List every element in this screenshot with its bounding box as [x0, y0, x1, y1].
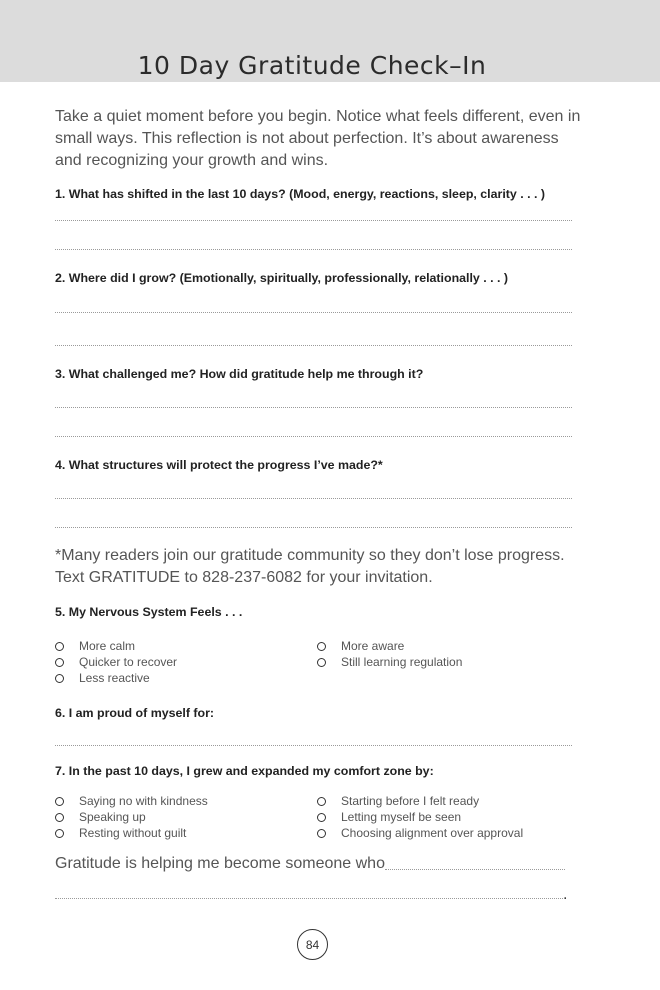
- answer-line-3a[interactable]: [55, 407, 572, 408]
- checkbox-circle-icon[interactable]: [55, 813, 64, 822]
- question-4: 4. What structures will protect the progress I’ve made?*: [55, 458, 383, 472]
- option-more-aware[interactable]: More aware: [317, 638, 404, 654]
- answer-line-3b[interactable]: [55, 436, 572, 437]
- checkbox-circle-icon[interactable]: [317, 658, 326, 667]
- answer-line-4b[interactable]: [55, 527, 572, 528]
- closing-period: .: [563, 886, 568, 903]
- answer-line-2a[interactable]: [55, 312, 572, 313]
- option-choosing-alignment[interactable]: Choosing alignment over approval: [317, 825, 523, 841]
- question-2: 2. Where did I grow? (Emotionally, spiritually, professionally, relationally . . . ): [55, 271, 509, 285]
- page-number: [297, 929, 328, 960]
- checkbox-circle-icon[interactable]: [55, 829, 64, 838]
- closing-prompt: Gratitude is helping me become someone who: [55, 855, 385, 872]
- community-note: *Many readers join our gratitude community so they don’t lose progress. Text GRATITUDE to 828-237-6082 for your invitation.: [55, 547, 565, 586]
- question-7: 7. In the past 10 days, I grew and expanded my comfort zone by:: [55, 764, 434, 778]
- answer-line-6[interactable]: [55, 745, 572, 746]
- intro-paragraph: Take a quiet moment before you begin. Notice what feels different, even in small ways. This reflection is not about perfection. It’s about awareness and recognizing your growth and wins.: [55, 108, 581, 169]
- closing-answer-line-a[interactable]: [385, 869, 565, 870]
- checkbox-circle-icon[interactable]: [55, 658, 64, 667]
- question-1: 1. What has shifted in the last 10 days? (Mood, energy, reactions, sleep, clarity . . . ): [55, 187, 546, 201]
- checkbox-circle-icon[interactable]: [317, 813, 326, 822]
- option-speaking-up[interactable]: Speaking up: [55, 809, 146, 825]
- checkbox-circle-icon[interactable]: [317, 642, 326, 651]
- question-6: 6. I am proud of myself for:: [55, 706, 215, 720]
- option-saying-no[interactable]: Saying no with kindness: [55, 793, 208, 809]
- answer-line-2b[interactable]: [55, 345, 572, 346]
- question-5: 5. My Nervous System Feels . . .: [55, 605, 243, 619]
- option-starting-before-ready[interactable]: Starting before I felt ready: [317, 793, 479, 809]
- page-number-text: 84: [305, 937, 320, 952]
- option-less-reactive[interactable]: Less reactive: [55, 670, 150, 686]
- answer-line-4a[interactable]: [55, 498, 572, 499]
- checkbox-circle-icon[interactable]: [55, 674, 64, 683]
- option-letting-myself-be-seen[interactable]: Letting myself be seen: [317, 809, 461, 825]
- option-resting[interactable]: Resting without guilt: [55, 825, 186, 841]
- checkbox-circle-icon[interactable]: [317, 797, 326, 806]
- option-still-learning[interactable]: Still learning regulation: [317, 654, 462, 670]
- question-3: 3. What challenged me? How did gratitude help me through it?: [55, 367, 424, 381]
- option-more-calm[interactable]: More calm: [55, 638, 135, 654]
- checkbox-circle-icon[interactable]: [317, 829, 326, 838]
- option-quicker-to-recover[interactable]: Quicker to recover: [55, 654, 177, 670]
- answer-line-1a[interactable]: [55, 220, 572, 221]
- page-title: 10 Day Gratitude Check–In: [137, 51, 487, 80]
- closing-answer-line-b[interactable]: [55, 898, 563, 899]
- checkbox-circle-icon[interactable]: [55, 642, 64, 651]
- checkbox-circle-icon[interactable]: [55, 797, 64, 806]
- answer-line-1b[interactable]: [55, 249, 572, 250]
